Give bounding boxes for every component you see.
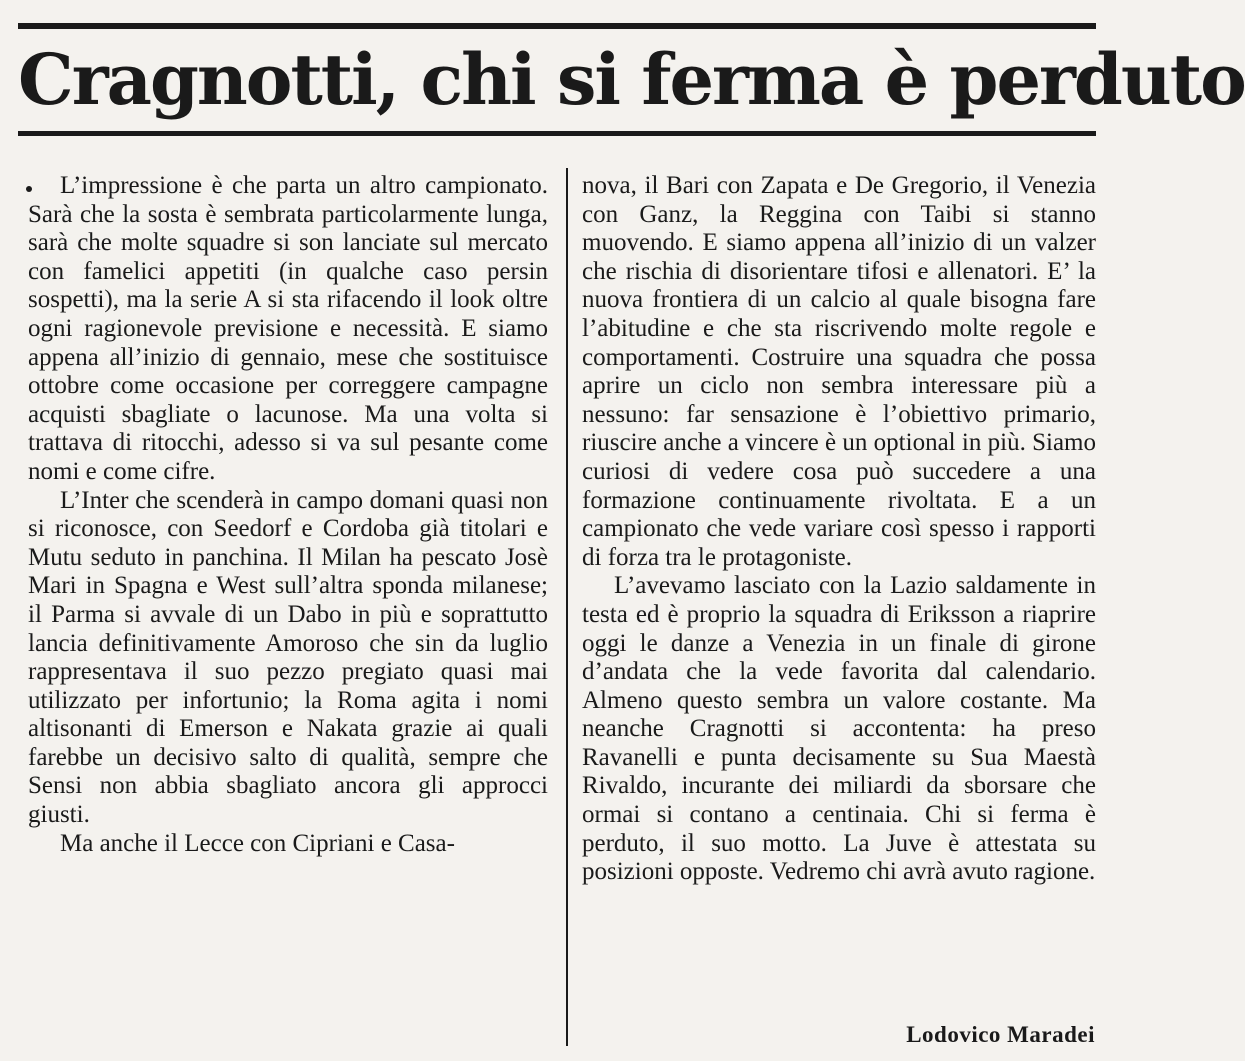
headline: Cragnotti, chi si ferma è perduto xyxy=(18,38,1245,121)
paragraph: L’impressione è che parta un altro campionato. Sarà che la sosta è sembrata particolarmente lunga, sarà che molte squadre si son lanciate sul mercato con famelici appetiti (in qualche caso persin sospetti), ma la serie A si sta rifacendo il look oltre ogni ragionevole previsione e necessità. E siamo appena all’inizio di gennaio, mese che sostituisce ottobre come occasione per correggere campagne acquisti sbagliate o lacunose. Ma una volta si trattava di ritocchi, adesso si va sul pesante come nomi e come cifre. xyxy=(28,172,548,485)
paragraph: L’avevamo lasciato con la Lazio saldamente in testa ed è proprio la squadra di Eriksson a riaprire oggi le danze a Venezia in un finale di girone d’andata che la vede favorita dal calendario. Almeno questo sembra un valore costante. Ma neanche Cragnotti si accontenta: ha preso Ravanelli e punta decisamente su Sua Maestà Rivaldo, incurante dei miliardi da sborsare che ormai si contano a centinaia. Chi si ferma è perduto, il suo motto. La Juve è attestata su posizioni opposte. Vedremo chi avrà avuto ragione. xyxy=(582,572,1096,886)
column-divider xyxy=(566,168,568,1046)
paragraph: nova, il Bari con Zapata e De Gregorio, il Venezia con Ganz, la Reggina con Taibi si stanno muovendo. E siamo appena all’inizio di un valzer che rischia di disorientare tifosi e allenatori. E’ la nuova frontiera di un calcio al quale bisogna fare l’abitudine e che sta riscrivendo molte regole e comportamenti. Costruire una squadra che possa aprire un ciclo non sembra interessare più a nessuno: far sensazione è l’obiettivo primario, riuscire anche a vincere è un optional in più. Siamo curiosi di vedere cosa può succedere a una formazione continuamente rivoltata. E a un campionato che vede variare così spesso i rapporti di forza tra le protagoniste. xyxy=(582,172,1096,571)
article-column-right xyxy=(582,172,1096,887)
headline-bottom-rule xyxy=(18,131,1096,136)
paragraph: Ma anche il Lecce con Cipriani e Casa- xyxy=(60,829,455,857)
paragraph: L’Inter che scenderà in campo domani quasi non si riconosce, con Seedorf e Cordoba già titolari e Mutu seduto in panchina. Il Milan ha pescato Josè Mari in Spagna e West sull’altra sponda milanese; il Parma si avvale di un Dabo in più e soprattutto lancia definitivamente Amoroso che sin da luglio rappresentava il suo pezzo pregiato quasi mai utilizzato per infortunio; la Roma agita i nomi altisonanti di Emerson e Nakata grazie ai quali farebbe un decisivo salto di qualità, sempre che Sensi non abbia sbagliato ancora gli approcci giusti. xyxy=(28,486,548,829)
author-byline: Lodovico Maradei xyxy=(906,1022,1095,1047)
headline-top-rule xyxy=(18,23,1096,29)
article-column-left xyxy=(28,172,548,858)
